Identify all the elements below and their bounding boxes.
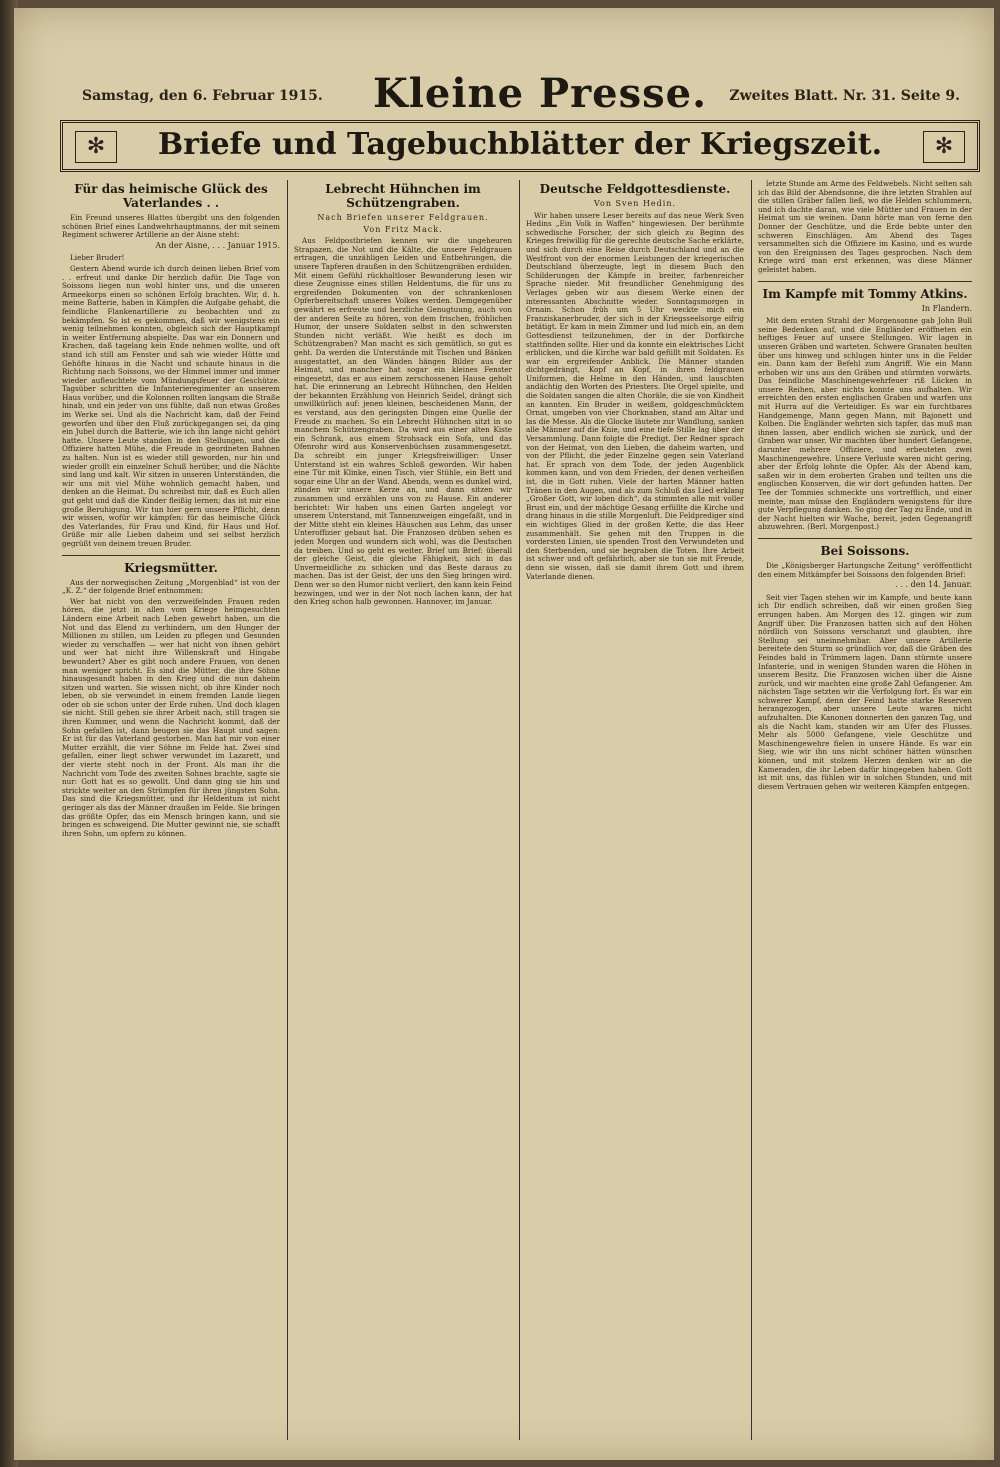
page-info: Zweites Blatt. Nr. 31. Seite 9. bbox=[729, 88, 960, 104]
article-place: In Flandern. bbox=[921, 303, 972, 313]
column-rule bbox=[287, 180, 288, 1440]
article-dateline: . . . den 14. Januar. bbox=[895, 580, 972, 590]
article-title: Für das heimische Glück des Vaterlandes . . bbox=[74, 182, 268, 210]
article-body: Aus Feldpostbriefen kennen wir die ungeheuren Strapazen, die Not und die Kälte, die unsere Feldgrauen ertragen, die unzähligen Leiden und Entbehrungen, die unsere Tapferen draußen in den Schützengräben erdulden. Mit einem Gefühl rückhaltloser Bewunderung lesen wir diese Zeugnisse eines stillen Heldentums, die für uns zu ergreifenden Dokumenten von der schrankenlosen Opferbereitschaft unseres Volkes werden. Demgegenüber gewährt es erfreute und herzliche Genugtuung, auch von der anderen Seite zu hören, von dem frischen, fröhlichen Humor, der unsere Soldaten selbst in den schwersten Stunden nicht verläßt. Wie heißt es doch im Schützengraben? Man macht es sich gemütlich, so gut es geht. Da werden die Unterstände mit Tischen und Bänken ausgestattet, an den Wänden hängen Bilder aus der Heimat, und mancher hat sogar ein kleines Fenster eingesetzt, das er aus einem zerschossenen Hause geholt hat. Die erinnerung an Lebrecht Hühnchen, den Helden der bekannten Erzählung von Heinrich Seidel, drängt sich unwillkürlich auf: jenen kleinen, bescheidenen Mann, der es verstand, aus den geringsten Dingen eine Quelle der Freude zu machen. So ein Lebrecht Hühnchen sitzt in so manchem Schützengraben. Da wird aus einer alten Kiste ein Schrank, aus einem Strohsack ein Sofa, und das Ofenrohr wird aus Konservenbüchsen zusammengesetzt. Da schreibt ein junger Kriegsfreiwilliger: Unser Unterstand ist ein wahres Schloß geworden. Wir haben eine Tür mit Klinke, einen Tisch, vier Stühle, ein Bett und sogar eine Uhr an der Wand. Abends, wenn es dunkel wird, zünden wir unsere Kerze an, und dann sitzen wir zusammen und erzählen uns von zu Hause. Ein anderer berichtet: Wir haben uns einen Garten angelegt vor unserem Unterstand, mit Tannenzweigen eingefaßt, und in der Mitte steht ein kleines Häuschen aus Lehm, das unser Unteroffizier gebaut hat. Die Franzosen drüben sehen es jeden Morgen und wundern sich wohl, was die Deutschen da treiben. Und so geht es weiter, Brief um Brief: überall der gleiche Geist, die gleiche Fähigkeit, sich in das Unvermeidliche zu schicken und das Beste daraus zu machen. Das ist der Geist, der uns den Sieg bringen wird. Denn wer so den Humor nicht verliert, den kann kein Feind bezwingen, und wer in der Not noch lachen kann, der hat den Krieg schon halb gewonnen. Hannover, im Januar. bbox=[294, 236, 512, 607]
article-intro: Ein Freund unseres Blattes übergibt uns den folgenden schönen Brief eines Landwehrhauptmanns, der mit seinem Regiment schwerer Artillerie an der Aisne steht: bbox=[62, 213, 280, 240]
article-dateline: An der Aisne, . . . Januar 1915. bbox=[155, 240, 280, 250]
article-body: Gestern Abend wurde ich durch deinen lieben Brief vom . . erfreut und danke Dir herzlich dafür. Die Tage von Soissons liegen nun wohl hinter uns, und die unseren Armeekorps einen so schönen Erfolg brachten. Wir, d. h. meine Batterie, haben in Kämpfen die Aufgabe gehabt, die feindliche Flankenartillerie zu beobachten und zu bekämpfen. So ist es gekommen, daß wir wenigstens ein wenig teilnehmen konnten, obgleich sich der Hauptkampf in weiter Entfernung abspielte. Das war ein Donnern und Krachen, daß tagelang kein Ende nehmen wollte, und oft stand ich still am Fenster und sah wie wieder Hütte und Gehöfte hinaus in die Nacht und schaute hinaus in die Richtung nach Soissons, wo der Himmel immer und immer wieder aufleuchtete vom Mündungsfeuer der Geschütze. Tagsüber schritten die Infanterieregimenter an unserem Haus vorüber, und die Kolonnen rollten langsam die Straße hinab, und ein jeder von uns fühlte, daß nun etwas Großes im Werke sei. Und als die Nachricht kam, daß der Feind geworfen und über den Fluß zurückgegangen sei, da ging ein Jubel durch die Batterie, wie ich ihn lange nicht gehört hatte. Unsere Leute standen in den Stellungen, und die Offiziere hatten Mühe, die Freude in geordneten Bahnen zu halten. Nun ist es wieder still geworden, nur hin und wieder grollt ein einzelner Schuß herüber, und die Nächte sind lang und kalt. Wir sitzen in unseren Unterständen, die wir uns mit viel Mühe wohnlich gemacht haben, und denken an die Heimat. Du schreibst mir, daß es Euch allen gut geht und daß die Kinder fleißig lernen; das ist mir eine große Beruhigung. Wir tun hier gern unsere Pflicht, denn wir wissen, wofür wir kämpfen: für das heimische Glück des Vaterlandes, für Frau und Kind, für Haus und Hof. Grüße mir alle Lieben daheim und sei selbst herzlich gegrüßt von deinem treuen Bruder. bbox=[62, 263, 280, 548]
article-title: Bei Soissons. bbox=[820, 543, 910, 558]
article-title: Kriegsmütter. bbox=[124, 560, 218, 575]
article-title: Deutsche Feldgottesdienste. bbox=[539, 182, 731, 196]
divider bbox=[62, 555, 280, 556]
column-rule bbox=[519, 180, 520, 1440]
section-title: Briefe und Tagebuchblätter der Kriegszeit. bbox=[157, 127, 883, 162]
column-3 bbox=[526, 180, 744, 1440]
ornament-right-icon: ✻ bbox=[923, 131, 965, 163]
article-salutation: Lieber Bruder! bbox=[70, 253, 125, 263]
article-subtitle: Nach Briefen unserer Feldgrauen. bbox=[317, 213, 489, 222]
article-intro: Die „Königsberger Hartungsche Zeitung“ veröffentlicht den einem Mitkämpfer bei Soissons den folgenden Brief: bbox=[758, 560, 972, 579]
article-author: Von Fritz Mack. bbox=[363, 224, 443, 234]
article-body: letzte Stunde am Arme des Feldwebels. Nicht selten sah ich das Bild der Abendsonne, die ihre letzten Strahlen auf die stillen Gräber fallen ließ, wo die Helden schlummern, und ich dachte daran, wie viele Mütter und Frauen in der Heimat um sie weinen. Dann hörte man von ferne den Donner der Geschütze, und die Erde bebte unter den schweren Einschlägen. Am Abend des Tages versammelten sich die Offiziere im Kasino, und es wurde von den Ereignissen des Tages gesprochen. Nach dem Kriege wird man erst erkennen, was diese Männer geleistet haben. bbox=[758, 180, 972, 274]
divider bbox=[758, 281, 972, 282]
column-1 bbox=[62, 180, 280, 1440]
article-body: Seit vier Tagen stehen wir im Kampfe, und heute kann ich Dir endlich schreiben, daß wir einen großen Sieg errungen haben. Am Morgen des 12. gingen wir zum Angriff über. Die Franzosen hatten sich auf den Höhen nördlich von Soissons verschanzt und glaubten, ihre Stellung sei uneinnehmbar. Aber unsere Artillerie bereitete den Sturm so gründlich vor, daß die Gräben des Feindes bald in Trümmern lagen. Dann stürmte unsere Infanterie, und in wenigen Stunden waren die Höhen in unserem Besitz. Die Franzosen wichen über die Aisne zurück, und wir machten eine große Zahl Gefangener. Am nächsten Tage setzten wir die Verfolgung fort. Es war ein schwerer Kampf, denn der Feind hatte starke Reserven herangezogen, aber unsere Leute waren nicht aufzuhalten. Die Kanonen donnerten den ganzen Tag, und als die Nacht kam, standen wir am Ufer des Flusses. Mehr als 5000 Gefangene, viele Geschütze und Maschinengewehre fielen in unsere Hände. Es war ein Sieg, wie wir ihn uns nicht schöner hätten wünschen können, und mit stolzem Herzen denken wir an die Kameraden, die ihr Leben dafür hingegeben haben. Gott ist mit uns, das fühlen wir in solchen Stunden, und mit diesem Vertrauen gehen wir weiteren Kämpfen entgegen. bbox=[758, 592, 972, 791]
newspaper-title: Kleine Presse. bbox=[372, 70, 708, 117]
masthead bbox=[70, 70, 960, 120]
article-title: Lebrecht Hühnchen im Schützengraben. bbox=[325, 182, 481, 210]
article-title: Im Kampfe mit Tommy Atkins. bbox=[762, 286, 968, 301]
divider bbox=[758, 538, 972, 539]
column-2 bbox=[294, 180, 512, 1440]
ornament-left-icon: ✻ bbox=[75, 131, 117, 163]
section-banner bbox=[60, 120, 980, 172]
article-body: Wir haben unsere Leser bereits auf das neue Werk Sven Hedins „Ein Volk in Waffen“ hingewiesen. Der berühmte schwedische Forscher, der sich gleich zu Beginn des Krieges freiwillig für die gerechte deutsche Sache erklärte, und sich durch eine Reise durch Deutschland und an die Westfront von der enormen Leistungen der kriegerischen Deutschland überzeugte, legt in diesem Buch den Schilderungen der Kämpfe in breiter, farbenreicher Sprache nieder. Mit freundlicher Genehmigung des Verlages geben wir aus diesem Werke einen der interessanten Abschnitte wieder. Sonntagsmorgen in Ornain. Schon früh um 5 Uhr weckte mich ein Franziskanerbruder, der sich in der Kriegsseelsorge eifrig betätigt. Er kam in mein Zimmer und lud mich ein, an dem Gottesdienst teilzunehmen, der in der Dorfkirche stattfinden sollte. Hier und da konnte ein elektrisches Licht erblicken, und die Kirche war bald gefüllt mit Soldaten. Es war ein ergreifender Anblick. Die Männer standen dichtgedrängt, Kopf an Kopf, in ihren feldgrauen Uniformen, die Helme in den Händen, und lauschten andächtig den Worten des Priesters. Die Orgel spielte, und die Soldaten sangen die alten Choräle, die sie von Kindheit an kannten. Ein Bruder in weißem, goldgeschmücktem Ornat, umgeben von vier Chorknaben, stand am Altar und las die Messe. Als die Glocke läutete zur Wandlung, sanken alle Männer auf die Knie, und eine tiefe Stille lag über der Versammlung. Dann folgte die Predigt. Der Redner sprach von der Heimat, von den Lieben, die daheim warten, und von der Pflicht, die jeder Einzelne gegen sein Vaterland hat. Er sprach von dem Tode, der jeden Augenblick kommen kann, und von dem Frieden, der denen verheißen ist, die in Gott ruhen. Viele der harten Männer hatten Tränen in den Augen, und als zum Schluß das Lied erklang „Großer Gott, wir loben dich“, da stimmten alle mit voller Brust ein, und der mächtige Gesang erfüllte die Kirche und drang hinaus in die stille Morgenluft. Die Feldprediger sind ein wichtiges Glied in der großen Kette, die das Heer zusammenhält. Sie gehen mit den Truppen in die vordersten Linien, sie spenden Trost den Verwundeten und den Sterbenden, und sie begraben die Toten. Ihre Arbeit ist schwer und oft gefährlich, aber sie tun sie mit Freude, denn sie wissen, daß sie damit ihrem Gott und ihrem Vaterlande dienen. bbox=[526, 210, 744, 581]
article-author: Von Sven Hedin. bbox=[593, 199, 677, 208]
column-rule bbox=[751, 180, 752, 1440]
issue-date: Samstag, den 6. Februar 1915. bbox=[82, 88, 323, 104]
column-4 bbox=[758, 180, 972, 1440]
article-intro: Aus der norwegischen Zeitung „Morgenblad“ ist von der „K. Z.“ der folgende Brief entnommen: bbox=[62, 577, 280, 596]
article-body: Mit dem ersten Strahl der Morgensonne gab John Bull seine Bedenken auf, und die Engländer eröffneten ein heftiges Feuer auf unsere Stellungen. Wir lagen in unseren Gräben und warteten. Schwere Granaten heulten über uns hinweg und schlugen hinter uns in die Felder ein. Dann kam der Befehl zum Angriff. Wie ein Mann erhoben wir uns aus den Gräben und stürmten vorwärts. Das feindliche Maschinengewehrfeuer riß Lücken in unsere Reihen, aber nichts konnte uns aufhalten. Wir erreichten den ersten englischen Graben und warfen uns mit Hurra auf die Verteidiger. Es war ein furchtbares Handgemenge, Mann gegen Mann, mit Bajonett und Kolben. Die Engländer wehrten sich tapfer, das muß man ihnen lassen, aber endlich wichen sie zurück, und der Graben war unser. Wir machten über hundert Gefangene, darunter mehrere Offiziere, und erbeuteten zwei Maschinengewehre. Unsere Verluste waren nicht gering, aber der Erfolg lohnte die Opfer. Als der Abend kam, saßen wir in dem eroberten Graben und teilten uns die englischen Konserven, die wir dort gefunden hatten. Der Tee der Tommies schmeckte uns vortrefflich, und einer meinte, man müsse den Engländern wenigstens für ihre gute Verpflegung danken. So ging der Tag zu Ende, und in der Nacht hielten wir Wache, bereit, jeden Gegenangriff abzuwehren. (Berl. Morgenpost.) bbox=[758, 316, 972, 532]
article-body: Wer hat nicht von den verzweifelnden Frauen reden hören, die jetzt in allen vom Kriege heimgesuchten Ländern eine Arbeit nach Leben gewehrt haben, um die Not und das Elend zu verhindern, um den Hunger der Millionen zu stillen, um Leiden zu pflegen und Gesunden wieder zu verschaffen — wer hat nicht von ihnen gehört und wer hat nicht ihre Willenskraft und Hingabe bewundert? Aber es gibt noch andere Frauen, von denen man weniger spricht. Es sind die Mütter, die ihre Söhne hinausgesandt haben in den Krieg und die nun daheim sitzen und warten. Sie wissen nicht, ob ihre Kinder noch leben, ob sie verwundet in einem fremden Lande liegen oder ob sie schon unter der Erde ruhen. Und doch klagen sie nicht. Still gehen sie ihrer Arbeit nach, still tragen sie ihren Kummer, und wenn die Nachricht kommt, daß der Sohn gefallen ist, dann beugen sie das Haupt und sagen: Er ist für das Vaterland gestorben. Man hat mir von einer Mutter erzählt, die vier Söhne im Felde hat. Zwei sind gefallen, einer liegt schwer verwundet im Lazarett, und der vierte steht noch in der Front. Als man ihr die Nachricht vom Tode des zweiten Sohnes brachte, sagte sie nur: Gott hat es so gewollt. Und dann ging sie hin und strickte weiter an den Strümpfen für ihren jüngsten Sohn. Das sind die Kriegsmütter, und ihr Heldentum ist nicht geringer als das der Männer draußen im Felde. Sie bringen das größte Opfer, das ein Mensch bringen kann, und sie bringen es schweigend. Die Mutter gewinnt nie, sie schafft ihren Sohn, um opfern zu können. bbox=[62, 596, 280, 838]
